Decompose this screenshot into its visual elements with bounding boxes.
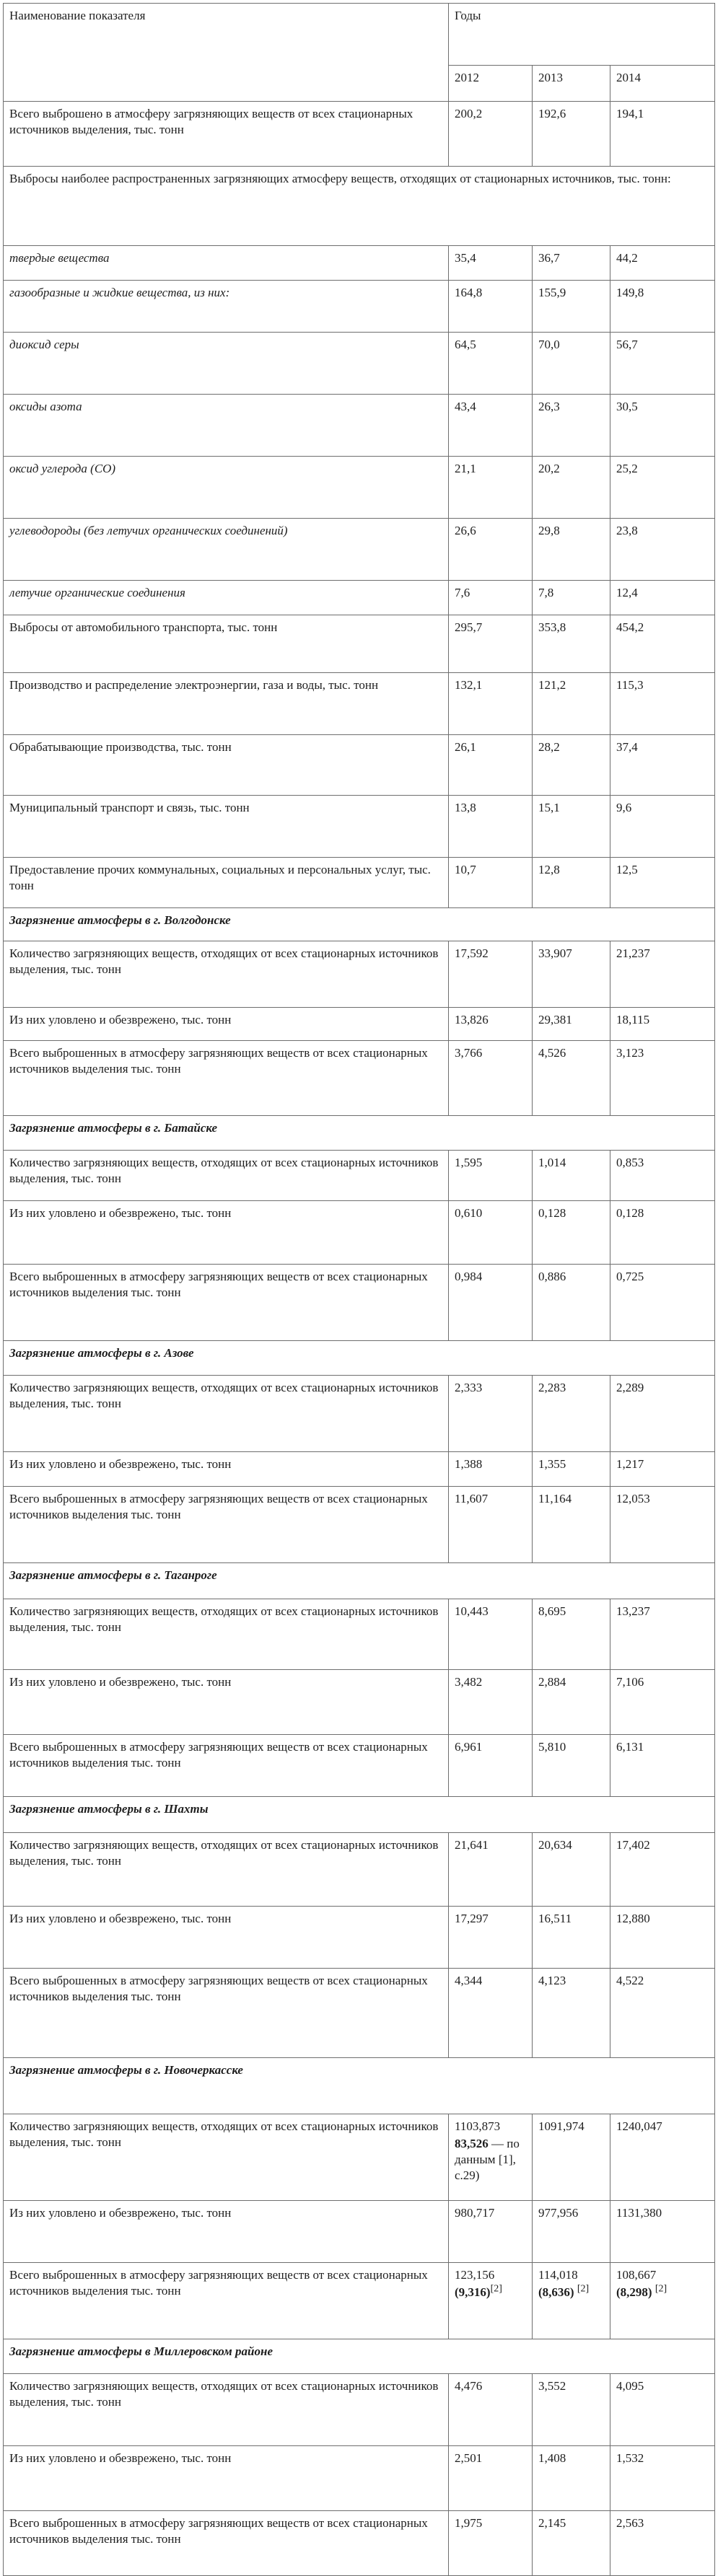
row-label: Всего выброшенных в атмосферу загрязняющих веществ от всех стационарных источников выделения тыс. тонн	[4, 2511, 449, 2576]
value-2012: 1,595	[449, 1151, 533, 1201]
row-label: Количество загрязняющих веществ, отходящих от всех стационарных источников выделения, тыс. тонн	[4, 1151, 449, 1201]
value-2014: 1131,380	[610, 2201, 715, 2263]
value-2014: 0,853	[610, 1151, 715, 1201]
value-2012: 980,717	[449, 2201, 533, 2263]
value-2013: 29,8	[533, 519, 610, 581]
row-label: диоксид серы	[4, 333, 449, 395]
row-label: Всего выброшенных в атмосферу загрязняющих веществ от всех стационарных источников выделения тыс. тонн	[4, 1969, 449, 2058]
value-2014: 1,532	[610, 2446, 715, 2511]
table-row	[4, 1008, 715, 1041]
footnote-ref: [2]	[577, 2283, 590, 2295]
value-2013: 1,014	[533, 1151, 610, 1201]
group-row	[4, 167, 715, 246]
value-2012: 3,482	[449, 1670, 533, 1735]
section-heading: Загрязнение атмосферы в г. Батайске	[4, 1116, 715, 1151]
row-label: Из них уловлено и обезврежено, тыс. тонн	[4, 1907, 449, 1969]
value-2013-cell	[533, 2263, 610, 2339]
table-row	[4, 581, 715, 615]
table-row	[4, 281, 715, 333]
value-2013: 0,128	[533, 1201, 610, 1265]
value-2013: 5,810	[533, 1735, 610, 1797]
footnote	[616, 2285, 709, 2300]
section-row	[4, 1797, 715, 1833]
row-label: Муниципальный транспорт и связь, тыс. тонн	[4, 796, 449, 858]
section-row	[4, 1341, 715, 1376]
note-value: 83,526	[455, 2137, 489, 2150]
value-2012: 21,641	[449, 1833, 533, 1907]
row-label: оксид углерода (СО)	[4, 457, 449, 519]
row-label: Количество загрязняющих веществ, отходящих от всех стационарных источников выделения, тыс. тонн	[4, 1599, 449, 1670]
value-2012: 10,443	[449, 1599, 533, 1670]
value-2012: 123,156	[455, 2268, 495, 2282]
row-label: Из них уловлено и обезврежено, тыс. тонн	[4, 2446, 449, 2511]
value-2014: 1240,047	[610, 2114, 715, 2201]
value-2014: 4,095	[610, 2374, 715, 2446]
row-label: Всего выброшенных в атмосферу загрязняющих веществ от всех стационарных источников выделения тыс. тонн	[4, 2263, 449, 2339]
value-2012: 295,7	[449, 615, 533, 673]
table-row	[4, 941, 715, 1008]
value-2014: 194,1	[610, 102, 715, 167]
value-2014: 12,4	[610, 581, 715, 615]
value-2013: 3,552	[533, 2374, 610, 2446]
value-2012-cell	[449, 2114, 533, 2201]
value-2012: 26,1	[449, 735, 533, 796]
row-label: Количество загрязняющих веществ, отходящих от всех стационарных источников выделения, тыс. тонн	[4, 1376, 449, 1452]
table-row	[4, 673, 715, 735]
value-2013: 2,884	[533, 1670, 610, 1735]
value-2012: 11,607	[449, 1487, 533, 1563]
value-2012: 21,1	[449, 457, 533, 519]
table-row	[4, 1735, 715, 1797]
table-row	[4, 1487, 715, 1563]
source-note	[455, 2136, 526, 2184]
row-label: Всего выброшено в атмосферу загрязняющих веществ от всех стационарных источников выделения, тыс. тонн	[4, 102, 449, 167]
value-2014: 12,5	[610, 858, 715, 908]
section-row	[4, 1563, 715, 1599]
table-row	[4, 1599, 715, 1670]
value-2013: 16,511	[533, 1907, 610, 1969]
row-label: Количество загрязняющих веществ, отходящих от всех стационарных источников выделения, тыс. тонн	[4, 2374, 449, 2446]
value-2013: 12,8	[533, 858, 610, 908]
value-2013: 8,695	[533, 1599, 610, 1670]
table-row	[4, 735, 715, 796]
value-2014: 37,4	[610, 735, 715, 796]
section-heading: Загрязнение атмосферы в г. Таганроге	[4, 1563, 715, 1599]
table-row	[4, 1452, 715, 1487]
value-2014: 0,128	[610, 1201, 715, 1265]
row-label: оксиды азота	[4, 395, 449, 457]
row-label: Обрабатывающие производства, тыс. тонн	[4, 735, 449, 796]
section-heading: Загрязнение атмосферы в г. Азове	[4, 1341, 715, 1376]
value-2012: 17,297	[449, 1907, 533, 1969]
value-2012: 0,610	[449, 1201, 533, 1265]
row-label: Производство и распределение электроэнергии, газа и воды, тыс. тонн	[4, 673, 449, 735]
row-label: Из них уловлено и обезврежено, тыс. тонн	[4, 2201, 449, 2263]
value-2012: 13,826	[449, 1008, 533, 1041]
table-row	[4, 333, 715, 395]
value-2012: 3,766	[449, 1041, 533, 1116]
table-row	[4, 1265, 715, 1341]
row-label: Выбросы от автомобильного транспорта, тыс. тонн	[4, 615, 449, 673]
value-2013: 114,018	[538, 2268, 578, 2282]
value-2013: 192,6	[533, 102, 610, 167]
value-2012: 2,501	[449, 2446, 533, 2511]
section-row	[4, 908, 715, 941]
value-2014: 0,725	[610, 1265, 715, 1341]
value-2014: 17,402	[610, 1833, 715, 1907]
row-label: Всего выброшенных в атмосферу загрязняющих веществ от всех стационарных источников выделения тыс. тонн	[4, 1041, 449, 1116]
footnote	[538, 2285, 604, 2300]
value-2012: 6,961	[449, 1735, 533, 1797]
value-2014: 1,217	[610, 1452, 715, 1487]
value-2014: 2,289	[610, 1376, 715, 1452]
table-row	[4, 2114, 715, 2201]
value-2013: 2,283	[533, 1376, 610, 1452]
value-2013: 29,381	[533, 1008, 610, 1041]
value-2013: 977,956	[533, 2201, 610, 2263]
table-row	[4, 2446, 715, 2511]
row-label: углеводороды (без летучих органических соединений)	[4, 519, 449, 581]
footnote-ref: [2]	[490, 2283, 502, 2295]
value-2014: 30,5	[610, 395, 715, 457]
value-2013: 20,634	[533, 1833, 610, 1907]
table-row	[4, 2374, 715, 2446]
value-2012: 35,4	[449, 246, 533, 281]
value-2012: 4,476	[449, 2374, 533, 2446]
value-2014: 12,053	[610, 1487, 715, 1563]
header-year-2012: 2012	[449, 66, 533, 102]
value-2013: 1,355	[533, 1452, 610, 1487]
table-row	[4, 796, 715, 858]
section-heading: Загрязнение атмосферы в г. Шахты	[4, 1797, 715, 1833]
value-2014: 149,8	[610, 281, 715, 333]
row-label: Из них уловлено и обезврежено, тыс. тонн	[4, 1201, 449, 1265]
value-2012: 26,6	[449, 519, 533, 581]
value-2013: 155,9	[533, 281, 610, 333]
value-2013: 28,2	[533, 735, 610, 796]
table-row	[4, 1670, 715, 1735]
value-2012: 64,5	[449, 333, 533, 395]
value-2014: 108,667	[616, 2268, 657, 2282]
value-2012: 7,6	[449, 581, 533, 615]
row-label: газообразные и жидкие вещества, из них:	[4, 281, 449, 333]
footnote-value: (9,316)	[455, 2285, 491, 2299]
header-year-2014: 2014	[610, 66, 715, 102]
value-2013: 33,907	[533, 941, 610, 1008]
row-label: Из них уловлено и обезврежено, тыс. тонн	[4, 1008, 449, 1041]
table-row	[4, 2511, 715, 2576]
value-2014: 21,237	[610, 941, 715, 1008]
value-2014: 115,3	[610, 673, 715, 735]
value-2013: 121,2	[533, 673, 610, 735]
value-2014: 2,563	[610, 2511, 715, 2576]
value-2012: 1,975	[449, 2511, 533, 2576]
value-2014: 25,2	[610, 457, 715, 519]
table-row	[4, 519, 715, 581]
value-2012: 200,2	[449, 102, 533, 167]
row-label: Из них уловлено и обезврежено, тыс. тонн	[4, 1452, 449, 1487]
value-2013: 353,8	[533, 615, 610, 673]
table-row	[4, 395, 715, 457]
value-2013: 2,145	[533, 2511, 610, 2576]
value-2014: 12,880	[610, 1907, 715, 1969]
value-2014: 9,6	[610, 796, 715, 858]
table-row	[4, 1907, 715, 1969]
row-label: Всего выброшенных в атмосферу загрязняющих веществ от всех стационарных источников выделения тыс. тонн	[4, 1735, 449, 1797]
table-row	[4, 1201, 715, 1265]
value-2012: 0,984	[449, 1265, 533, 1341]
value-2014: 18,115	[610, 1008, 715, 1041]
value-2013: 70,0	[533, 333, 610, 395]
table-row	[4, 102, 715, 167]
value-2012: 164,8	[449, 281, 533, 333]
value-2012-cell	[449, 2263, 533, 2339]
table-row	[4, 1151, 715, 1201]
value-2013: 4,526	[533, 1041, 610, 1116]
footnote-value: (8,298)	[616, 2285, 652, 2299]
value-2014: 6,131	[610, 1735, 715, 1797]
value-2012: 1,388	[449, 1452, 533, 1487]
table-row	[4, 457, 715, 519]
group-heading: Выбросы наиболее распространенных загрязняющих атмосферу веществ, отходящих от стационарных источников, тыс. тонн:	[4, 167, 715, 246]
table-row	[4, 2201, 715, 2263]
value-2013: 1,408	[533, 2446, 610, 2511]
row-label: Всего выброшенных в атмосферу загрязняющих веществ от всех стационарных источников выделения тыс. тонн	[4, 1265, 449, 1341]
header-year-2013: 2013	[533, 66, 610, 102]
table-row	[4, 858, 715, 908]
value-2012: 10,7	[449, 858, 533, 908]
value-2014: 4,522	[610, 1969, 715, 2058]
table-row	[4, 2263, 715, 2339]
header-indicator: Наименование показателя	[4, 4, 449, 102]
row-label: Всего выброшенных в атмосферу загрязняющих веществ от всех стационарных источников выделения тыс. тонн	[4, 1487, 449, 1563]
value-2012: 132,1	[449, 673, 533, 735]
section-heading: Загрязнение атмосферы в г. Новочеркасске	[4, 2058, 715, 2114]
value-2013: 0,886	[533, 1265, 610, 1341]
value-2012: 4,344	[449, 1969, 533, 2058]
table-row	[4, 615, 715, 673]
value-2014: 7,106	[610, 1670, 715, 1735]
table-row	[4, 1969, 715, 2058]
footnote-ref: [2]	[654, 2283, 667, 2295]
value-2014: 13,237	[610, 1599, 715, 1670]
section-row	[4, 1116, 715, 1151]
table-row	[4, 246, 715, 281]
row-label: Количество загрязняющих веществ, отходящих от всех стационарных источников выделения, тыс. тонн	[4, 941, 449, 1008]
value-2014: 44,2	[610, 246, 715, 281]
value-2012: 17,592	[449, 941, 533, 1008]
row-label: Количество загрязняющих веществ, отходящих от всех стационарных источников выделения, тыс. тонн	[4, 1833, 449, 1907]
row-label: твердые вещества	[4, 246, 449, 281]
value-2012: 2,333	[449, 1376, 533, 1452]
row-label: летучие органические соединения	[4, 581, 449, 615]
value-2012: 13,8	[449, 796, 533, 858]
value-2013: 15,1	[533, 796, 610, 858]
section-row	[4, 2058, 715, 2114]
table-row	[4, 1376, 715, 1452]
note-text: — по данным [1], с.29)	[455, 2137, 520, 2182]
header-row-top	[4, 4, 715, 66]
value-2013: 7,8	[533, 581, 610, 615]
value-2014: 454,2	[610, 615, 715, 673]
row-label: Количество загрязняющих веществ, отходящих от всех стационарных источников выделения, тыс. тонн	[4, 2114, 449, 2201]
table-row	[4, 1833, 715, 1907]
emissions-table	[3, 3, 715, 2576]
value-2012: 43,4	[449, 395, 533, 457]
value-2013: 26,3	[533, 395, 610, 457]
value-2013: 1091,974	[533, 2114, 610, 2201]
section-heading: Загрязнение атмосферы в г. Волгодонске	[4, 908, 715, 941]
section-row	[4, 2339, 715, 2374]
value-2013: 36,7	[533, 246, 610, 281]
value-2013: 11,164	[533, 1487, 610, 1563]
row-label: Предоставление прочих коммунальных, социальных и персональных услуг, тыс. тонн	[4, 858, 449, 908]
value-2014: 23,8	[610, 519, 715, 581]
footnote-value: (8,636)	[538, 2285, 574, 2299]
value-2012: 1103,873	[455, 2119, 501, 2133]
value-2014: 56,7	[610, 333, 715, 395]
value-2014-cell	[610, 2263, 715, 2339]
value-2013: 20,2	[533, 457, 610, 519]
value-2013: 4,123	[533, 1969, 610, 2058]
footnote	[455, 2285, 526, 2300]
table-row	[4, 1041, 715, 1116]
section-heading: Загрязнение атмосферы в Миллеровском районе	[4, 2339, 715, 2374]
row-label: Из них уловлено и обезврежено, тыс. тонн	[4, 1670, 449, 1735]
header-years: Годы	[449, 4, 715, 66]
value-2014: 3,123	[610, 1041, 715, 1116]
